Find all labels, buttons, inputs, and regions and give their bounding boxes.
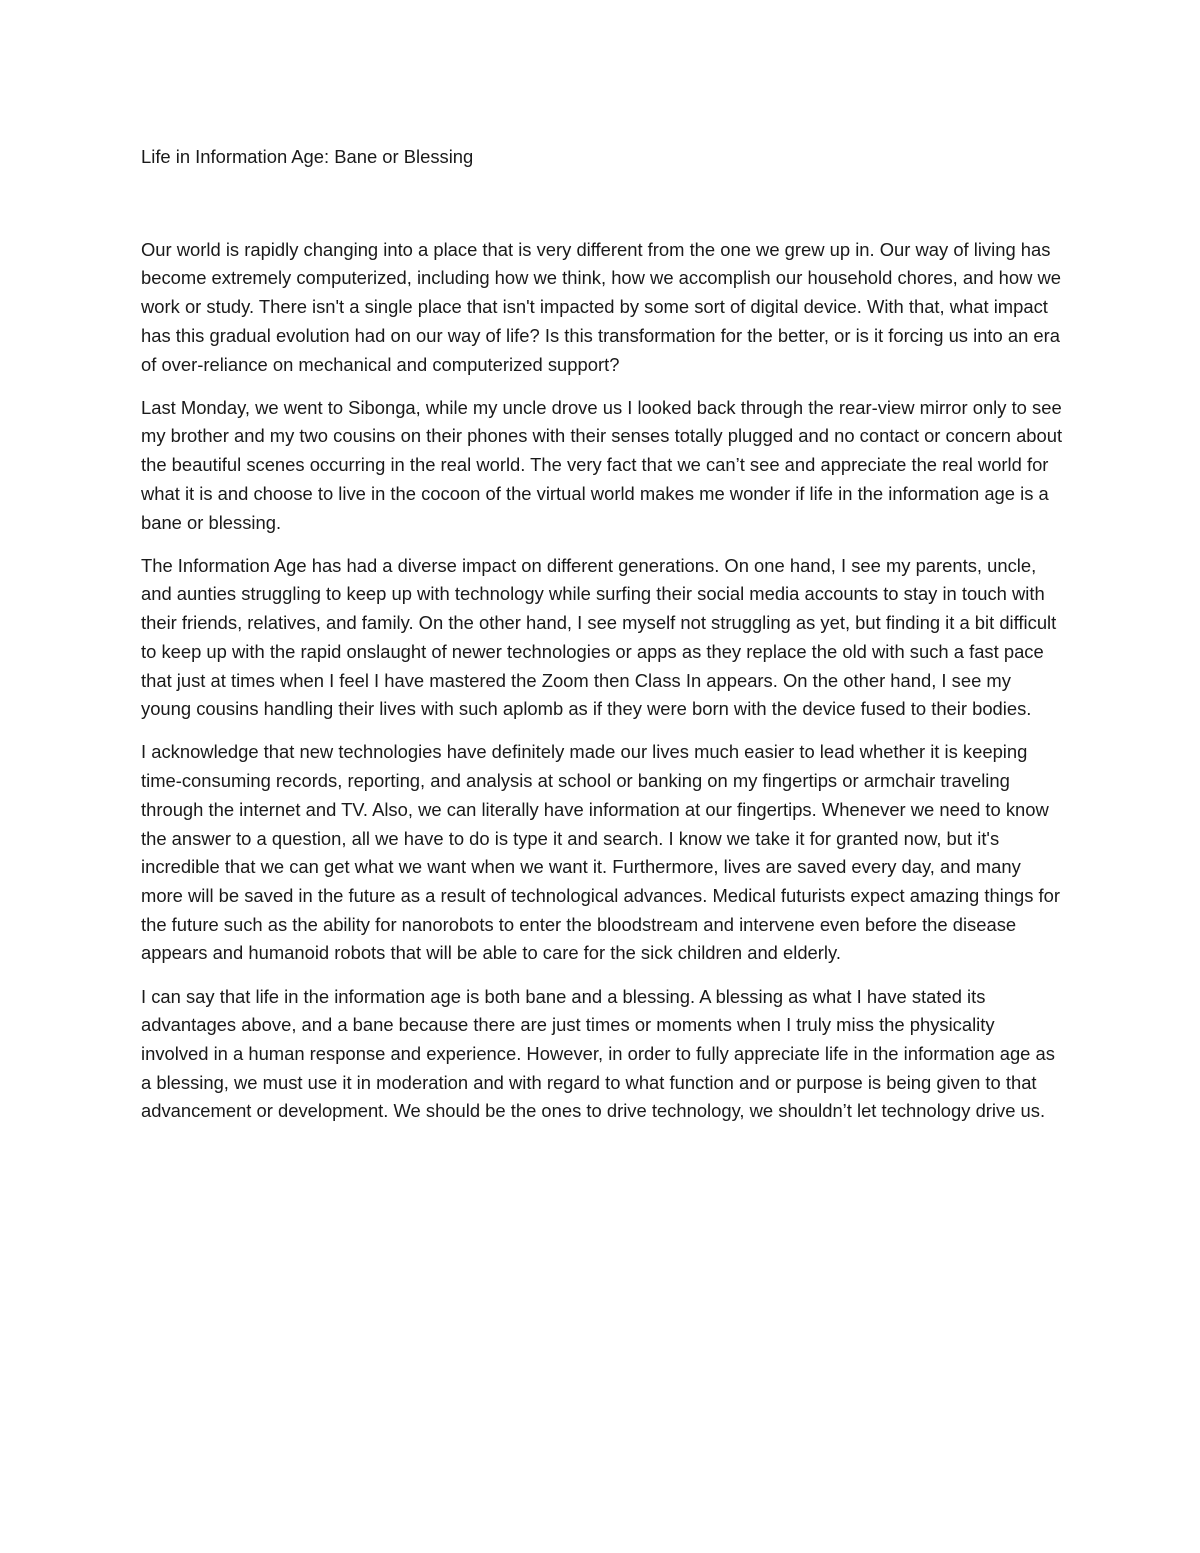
paragraph-generations: The Information Age has had a diverse impact on different generations. On one hand, I see my parents, uncle, and aunties struggling to keep up with technology while surfing their social media accounts to stay in touch with their friends, relatives, and family. On the other hand, I see myself not struggling as yet, but finding it a bit difficult to keep up with the rapid onslaught of newer technologies or apps as they replace the old with such a fast pace that just at times when I feel I have mastered the Zoom then Class In appears. On the other hand, I see my young cousins handling their lives with such aplomb as if they were born with the device fused to their bodies.: [141, 554, 1057, 720]
paragraph-benefits: I acknowledge that new technologies have definitely made our lives much easier to lead whether it is keeping time-consuming records, reporting, and analysis at school or banking on my fingertips or armchair traveling through the internet and TV. Also, we can literally have information at our fingertips. Whenever we need to know the answer to a question, all we have to do is type it and search. I know we take it for granted now, but it's incredible that we can get what we want when we want it. Furthermore, lives are saved every day, and many more will be saved in the future as a result of technological advances. Medical futurists expect amazing things for the future such as the ability for nanorobots to enter the bloodstream and intervene even before the disease appears and humanoid robots that will be able to care for the sick children and elderly.: [141, 741, 1060, 964]
paragraph-conclusion: I can say that life in the information age is both bane and a blessing. A blessing as what I have stated its advantages above, and a bane because there are just times or moments when I truly miss the physicality involved in a human response and experience. However, in order to fully appreciate life in the information age as a blessing, we must use it in moderation and with regard to what function and or purpose is being given to that advancement or development. We should be the ones to drive technology, we shouldn’t let technology drive us.: [141, 985, 1055, 1122]
document-body: [141, 143, 1066, 1141]
paragraph-sibonga-trip: Last Monday, we went to Sibonga, while my uncle drove us I looked back through the rear-view mirror only to see my brother and my two cousins on their phones with their senses totally plugged and no contact or concern about the beautiful scenes occurring in the real world. The very fact that we can’t see and appreciate the real world for what it is and choose to live in the cocoon of the virtual world makes me wonder if life in the information age is a bane or blessing.: [141, 396, 1063, 533]
document-title: Life in Information Age: Bane or Blessing: [141, 146, 474, 167]
paragraph-introduction: Our world is rapidly changing into a place that is very different from the one we grew up in. Our way of living has become extremely computerized, including how we think, how we accomplish our household chores, and how we work or study. There isn't a single place that isn't impacted by some sort of digital device. With that, what impact has this gradual evolution had on our way of life? Is this transformation for the better, or is it forcing us into an era of over-reliance on mechanical and computerized support?: [141, 238, 1062, 375]
